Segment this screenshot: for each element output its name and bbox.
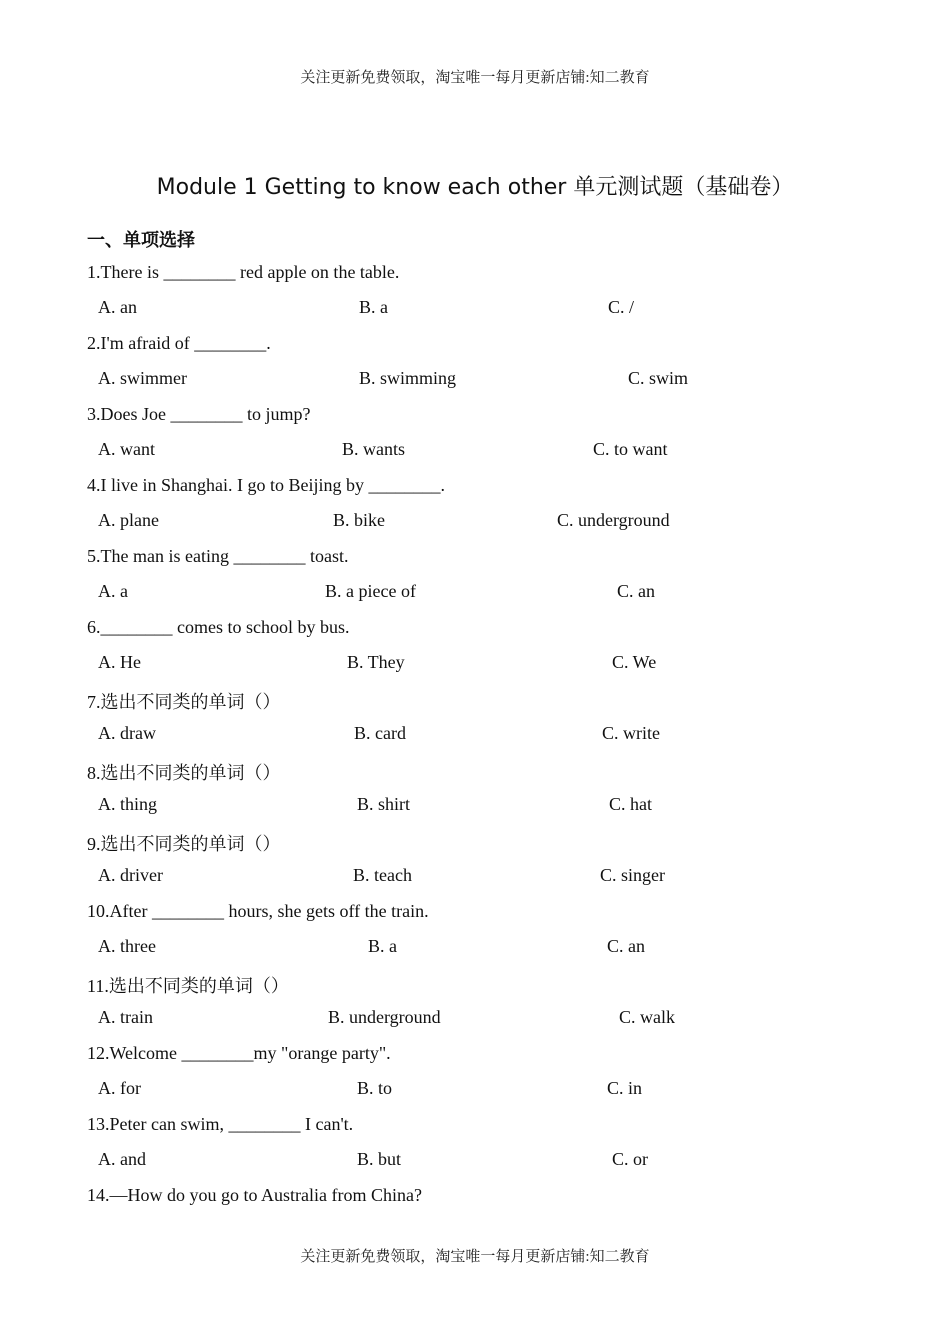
question-11: 11.选出不同类的单词（）: [87, 976, 289, 996]
q7-option-a: A. draw: [98, 723, 156, 743]
q2-option-c: C. swim: [628, 368, 689, 388]
q3-option-c: C. to want: [593, 439, 668, 459]
q6-option-a: A. He: [98, 652, 141, 672]
q5-option-b: B. a piece of: [325, 581, 416, 601]
q5-option-a: A. a: [98, 581, 128, 601]
question-13: 13.Peter can swim, ________ I can't.: [87, 1114, 354, 1134]
q8-option-c: C. hat: [609, 794, 652, 814]
q4-option-b: B. bike: [333, 510, 385, 530]
q11-option-c: C. walk: [619, 1007, 675, 1027]
q7-option-b: B. card: [354, 723, 406, 743]
q9-option-c: C. singer: [600, 865, 665, 885]
question-5: 5.The man is eating ________ toast.: [87, 546, 349, 566]
question-3: 3.Does Joe ________ to jump?: [87, 404, 311, 424]
page-title: Module 1 Getting to know each other 单元测试题（基础卷）: [156, 175, 794, 200]
q12-option-a: A. for: [98, 1078, 141, 1098]
q11-option-a: A. train: [98, 1007, 153, 1027]
q11-option-b: B. underground: [328, 1007, 441, 1027]
question-8: 8.选出不同类的单词（）: [87, 763, 281, 783]
question-6: 6.________ comes to school by bus.: [87, 617, 350, 637]
q6-option-b: B. They: [347, 652, 405, 672]
q10-option-a: A. three: [98, 936, 156, 956]
header-note: 关注更新免费领取，淘宝唯一每月更新店铺:知二教育: [300, 70, 650, 86]
q2-option-a: A. swimmer: [98, 368, 187, 388]
q10-option-c: C. an: [607, 936, 645, 956]
question-7: 7.选出不同类的单词（）: [87, 692, 281, 712]
question-2: 2.I'm afraid of ________.: [87, 333, 271, 353]
q1-option-b: B. a: [359, 297, 388, 317]
q4-option-a: A. plane: [98, 510, 159, 530]
q8-option-b: B. shirt: [357, 794, 411, 814]
footer-note: 关注更新免费领取，淘宝唯一每月更新店铺:知二教育: [300, 1249, 650, 1265]
q13-option-a: A. and: [98, 1149, 146, 1169]
question-12: 12.Welcome ________my "orange party".: [87, 1043, 391, 1063]
question-1: 1.There is ________ red apple on the table.: [87, 262, 400, 282]
q3-option-a: A. want: [98, 439, 155, 459]
q1-option-c: C. /: [608, 297, 635, 317]
q7-option-c: C. write: [602, 723, 660, 743]
q9-option-b: B. teach: [353, 865, 412, 885]
q8-option-a: A. thing: [98, 794, 158, 814]
q10-option-b: B. a: [368, 936, 397, 956]
q3-option-b: B. wants: [342, 439, 405, 459]
q6-option-c: C. We: [612, 652, 657, 672]
question-9: 9.选出不同类的单词（）: [87, 834, 281, 854]
q4-option-c: C. underground: [557, 510, 670, 530]
question-10: 10.After ________ hours, she gets off the train.: [87, 901, 429, 921]
question-4: 4.I live in Shanghai. I go to Beijing by ________.: [87, 475, 445, 495]
q12-option-c: C. in: [607, 1078, 643, 1098]
section-heading: 一、单项选择: [87, 230, 195, 251]
q12-option-b: B. to: [357, 1078, 393, 1098]
q13-option-b: B. but: [357, 1149, 402, 1169]
q1-option-a: A. an: [98, 297, 137, 317]
q5-option-c: C. an: [617, 581, 655, 601]
q2-option-b: B. swimming: [359, 368, 457, 388]
question-14: 14.—How do you go to Australia from China?: [87, 1185, 422, 1205]
q9-option-a: A. driver: [98, 865, 163, 885]
q13-option-c: C. or: [612, 1149, 648, 1169]
